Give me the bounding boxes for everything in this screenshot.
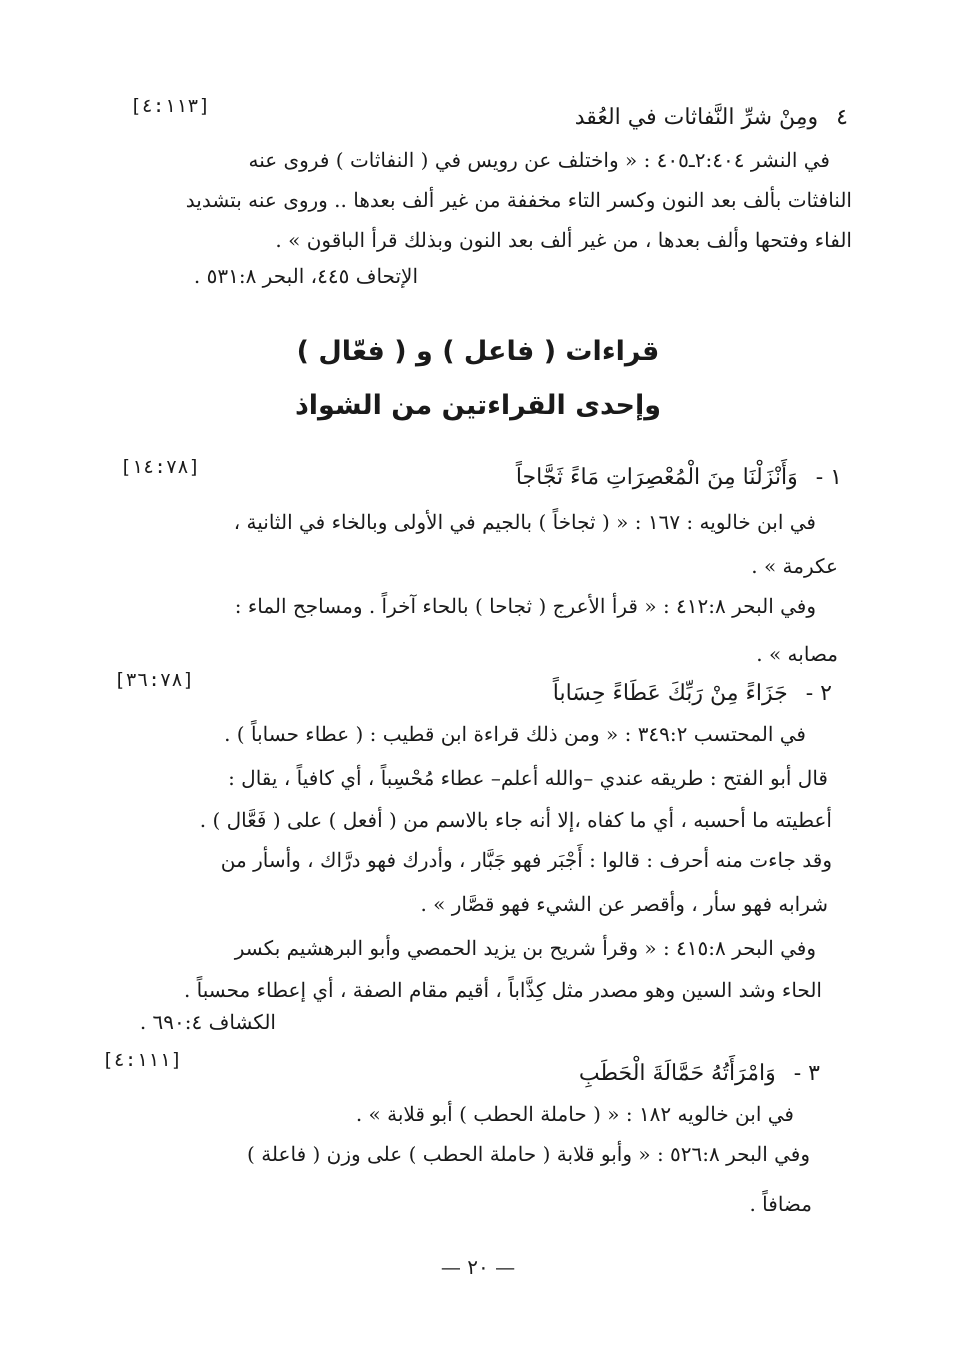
verse-reference: [٣٦:٧٨] <box>114 669 195 691</box>
commentary-line: وفي البحر ٤١٥:٨ : « وقرأ شريح بن يزيد الحمصي وأبو البرهشيم بكسر <box>234 936 816 960</box>
verse-reference: [٤:١١١] <box>102 1049 183 1071</box>
commentary-line: في ابن خالويه ١٨٢ : « ( حاملة الحطب ) أبو قلابة » . <box>355 1102 794 1126</box>
commentary-line: أعطيته ما أحسبه ، أي ما كفاه ،إلا أنه جاء بالاسم من ( أفعل ) على ( فَعَّال ) . <box>199 808 832 832</box>
commentary-line: مصابه » . <box>756 642 838 666</box>
commentary-line: عكرمة » . <box>751 554 838 578</box>
verse-reference: [١٤:٧٨] <box>120 456 201 478</box>
verse-line <box>553 680 832 708</box>
commentary-line: في ابن خالويه : ١٦٧ : « ( ثجاخاً ) بالجيم في الأولى وبالخاء في الثانية ، <box>233 510 816 534</box>
commentary-line: النافثات بألف بعد النون وكسر التاء مخففة من غير ألف بعدها .. وروى عنه بتشديد <box>185 188 852 212</box>
verse-text: جَزَاءً مِنْ رَبِّكَ عَطَاءً حِسَاباً <box>552 681 788 706</box>
commentary-line: قال أبو الفتح : طريقه عندي –والله أعلم– عطاء مُحْسِباً ، أي كافياً ، يقال : <box>228 766 828 790</box>
verse-number: ٢ - <box>805 681 832 706</box>
commentary-line: في المحتسب ٣٤٩:٢ : « ومن ذلك قراءة ابن قطيب : ( عطاء حساباً ) . <box>224 722 806 746</box>
verse-line <box>579 1060 820 1088</box>
commentary-line: الفاء وفتحها وألف بعدها ، من غير ألف بعد النون وبذلك قرأ الباقون » . <box>275 228 852 252</box>
verse-reference: [٤:١١٣] <box>130 95 211 117</box>
commentary-line: وفي البحر ٥٢٦:٨ : « وأبو قلابة ( حاملة الحطب ) على وزن ( فاعلة ) <box>247 1142 810 1166</box>
verse-text: ومِنْ شرِّ النَّفاثات في العُقد <box>574 105 819 130</box>
page-number: — ٢٠ — <box>440 1255 516 1279</box>
commentary-line: وقد جاءت منه أحرف : قالوا : أَجْبَر فهو جَبَّار ، وأدرك فهو درَّاك ، وأسأر من <box>220 848 832 872</box>
verse-line <box>516 464 842 492</box>
commentary-line: مضافاً . <box>749 1192 812 1216</box>
commentary-line: في النشر ٢:٤٠٤ـ٤٠٥ : « واختلف عن رويس في ( النفاثات ) فروى عنه <box>248 148 830 172</box>
verse-number: ١ - <box>815 465 842 490</box>
verse-text: وَأَنْزَلْنَا مِنَ الْمُعْصِرَاتِ مَاءً ثَجَّاجاً <box>515 465 798 490</box>
commentary-line: الإتحاف ٤٤٥، البحر ٥٣١:٨ . <box>193 264 418 288</box>
verse-number: ٤ <box>836 105 848 130</box>
verse-line <box>575 104 848 132</box>
section-heading: قراءات ( فاعل ) و ( فعّال ) <box>296 336 660 367</box>
section-subheading: وإحدى القراءتين من الشواذ <box>294 390 662 421</box>
verse-text: وَامْرَأَتُهُ حَمَّالَةَ الْحَطَبِ <box>578 1061 776 1086</box>
commentary-line: الحاء وشد السين وهو مصدر مثل كِذَّاباً ، أقيم مقام الصفة ، أي إعطاء محسباً . <box>183 978 822 1002</box>
commentary-line: شرابه فهو سأر ، وأقصر عن الشيء فهو قصَّار » . <box>420 892 828 916</box>
commentary-line: الكشاف ٦٩٠:٤ . <box>139 1010 276 1034</box>
verse-number: ٣ - <box>793 1061 820 1086</box>
commentary-line: وفي البحر ٤١٢:٨ : « قرأ الأعرج ( ثجاحا ) بالحاء آخراً . ومساجح الماء : <box>234 594 816 618</box>
